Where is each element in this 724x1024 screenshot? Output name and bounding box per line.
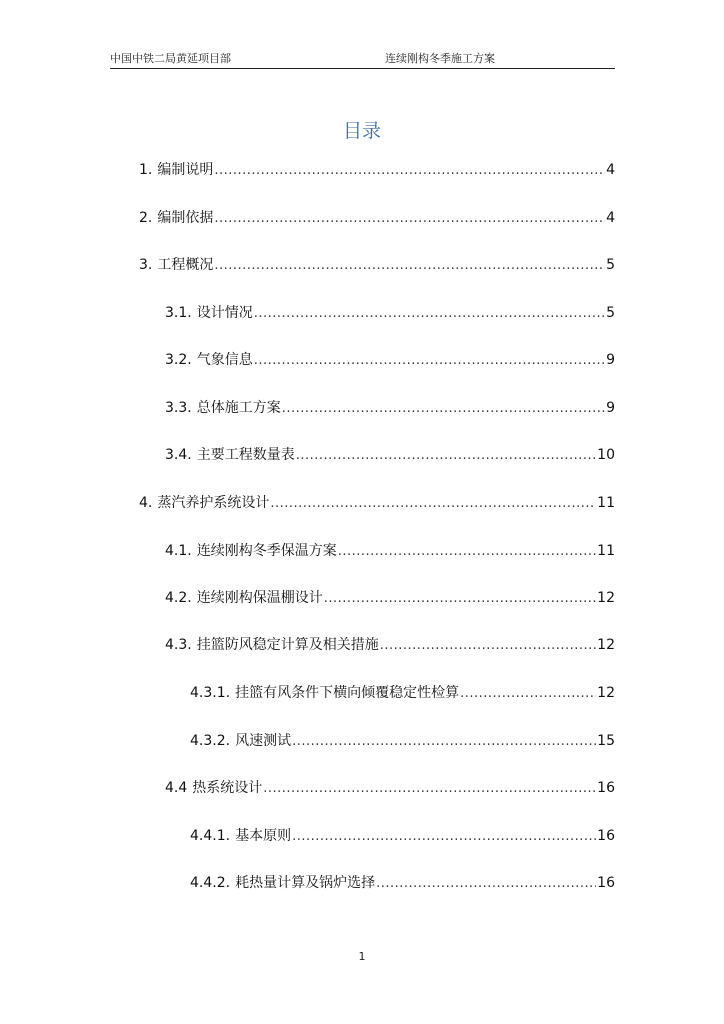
toc-leader-dots [282, 399, 605, 419]
toc-entry[interactable] [190, 731, 615, 751]
toc-entry-number: 4.1. [165, 543, 192, 559]
toc-entry[interactable] [165, 398, 615, 418]
toc-entry-title: 热系统设计 [192, 780, 263, 796]
toc-entry[interactable] [190, 873, 615, 893]
toc-entry-page: 5 [606, 305, 615, 321]
toc-title: 目录 [342, 120, 381, 142]
toc-entry-title: 工程概况 [157, 257, 214, 273]
toc-entry-page: 15 [597, 733, 615, 749]
toc-entry-page: 5 [606, 257, 615, 273]
toc-entry[interactable] [139, 493, 615, 513]
toc-entry-number: 4. [139, 495, 153, 511]
toc-entry[interactable] [165, 303, 615, 323]
toc-entry-number: 3.1. [165, 305, 192, 321]
toc-entry[interactable] [139, 255, 615, 275]
toc-entry[interactable] [165, 541, 615, 561]
toc-entry-page: 16 [597, 828, 615, 844]
toc-leader-dots [338, 542, 596, 562]
toc-entry-number: 4.3.1. [190, 685, 231, 701]
toc-entry-title: 风速测试 [235, 733, 292, 749]
toc-entry-title: 编制依据 [157, 210, 214, 226]
toc-entry-number: 3.2. [165, 352, 192, 368]
toc-leader-dots [214, 161, 605, 181]
toc-entry-title: 主要工程数量表 [196, 447, 295, 463]
toc-entry[interactable] [139, 160, 615, 180]
toc-entry-number: 3.4. [165, 447, 192, 463]
toc-entry-page: 11 [597, 543, 615, 559]
toc-entry-number: 1. [139, 162, 153, 178]
toc-entry-number: 3.3. [165, 400, 192, 416]
toc-entry[interactable] [165, 445, 615, 465]
toc-entry-page: 12 [597, 637, 615, 653]
toc-leader-dots [376, 874, 596, 894]
toc-entry-page: 12 [597, 685, 615, 701]
toc-entry-page: 9 [606, 352, 615, 368]
toc-leader-dots [380, 636, 596, 656]
toc-entry-page: 16 [597, 875, 615, 891]
header-organization: 中国中铁二局黄延项目部 [110, 52, 231, 65]
toc-entry-number: 2. [139, 210, 153, 226]
toc-entry-title: 蒸汽养护系统设计 [157, 495, 270, 511]
toc-entry[interactable] [190, 826, 615, 846]
toc-leader-dots [263, 779, 596, 799]
toc-entry-title: 挂篮防风稳定计算及相关措施 [196, 637, 379, 653]
toc-entry-title: 气象信息 [196, 352, 253, 368]
toc-entry-title: 总体施工方案 [196, 400, 281, 416]
toc-entry-number: 4.4 [165, 780, 188, 796]
toc-entry-page: 4 [606, 210, 615, 226]
toc-leader-dots [292, 732, 596, 752]
toc-entry-page: 10 [597, 447, 615, 463]
toc-entry[interactable] [165, 588, 615, 608]
toc-leader-dots [324, 589, 596, 609]
toc-leader-dots [254, 304, 605, 324]
toc-leader-dots [214, 256, 605, 276]
toc-entry-title: 连续刚构冬季保温方案 [196, 543, 337, 559]
toc-entry-number: 4.3.2. [190, 733, 231, 749]
toc-entry[interactable] [165, 350, 615, 370]
toc-leader-dots [270, 494, 596, 514]
toc-leader-dots [460, 684, 596, 704]
toc-entry-number: 4.3. [165, 637, 192, 653]
toc-entry-page: 11 [597, 495, 615, 511]
toc-entry-title: 基本原则 [235, 828, 292, 844]
toc-entry[interactable] [190, 683, 615, 703]
toc-entry-number: 4.2. [165, 590, 192, 606]
toc-leader-dots [214, 209, 605, 229]
toc-entry-title: 耗热量计算及锅炉选择 [235, 875, 376, 891]
toc-entry-title: 连续刚构保温棚设计 [196, 590, 323, 606]
toc-entry-number: 4.4.1. [190, 828, 231, 844]
toc-entry-page: 16 [597, 780, 615, 796]
toc-entry-page: 12 [597, 590, 615, 606]
toc-entry[interactable] [139, 208, 615, 228]
toc-entry-number: 3. [139, 257, 153, 273]
toc-entry[interactable] [165, 635, 615, 655]
header-document-title: 连续刚构冬季施工方案 [385, 52, 495, 65]
toc-leader-dots [254, 351, 605, 371]
toc-entry-number: 4.4.2. [190, 875, 231, 891]
toc-entry-page: 9 [606, 400, 615, 416]
page-number: 1 [358, 950, 366, 963]
toc-leader-dots [292, 827, 596, 847]
toc-entry[interactable] [165, 778, 615, 798]
toc-entry-title: 挂篮有风条件下横向倾覆稳定性检算 [235, 685, 460, 701]
toc-entry-page: 4 [606, 162, 615, 178]
toc-leader-dots [296, 446, 596, 466]
toc-entry-title: 编制说明 [157, 162, 214, 178]
toc-entry-title: 设计情况 [196, 305, 253, 321]
